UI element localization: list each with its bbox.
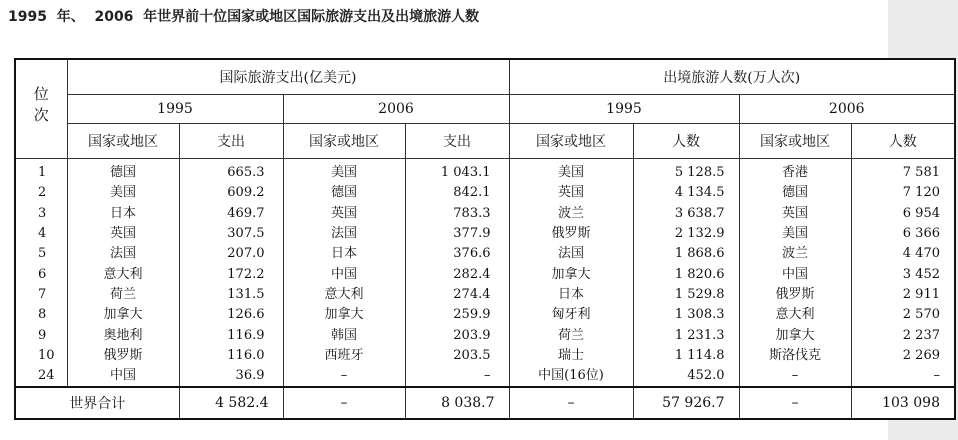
spend-2006-value: 783.3	[405, 204, 509, 224]
tourists-1995-country: 俄罗斯	[509, 224, 633, 244]
tourists-1995-country: 匈牙利	[509, 305, 633, 325]
spend-1995-country: 加拿大	[67, 305, 179, 325]
total-tourists-1995: 57 926.7	[633, 387, 739, 419]
tourists-1995-value: 1 820.6	[633, 264, 739, 284]
tourists-2006-value: 2 911	[851, 285, 955, 305]
spend-2006-country: 韩国	[283, 325, 405, 345]
tourists-2006-country: 加拿大	[739, 325, 851, 345]
table-row	[15, 204, 955, 224]
spend-2006-country: 加拿大	[283, 305, 405, 325]
spend-2006-country: –	[283, 366, 405, 387]
spend-2006-value: 842.1	[405, 183, 509, 203]
rank-cell: 7	[15, 285, 67, 305]
tourists-1995-country: 波兰	[509, 204, 633, 224]
spend-2006-country: 中国	[283, 264, 405, 284]
tourists-2006-country: 斯洛伐克	[739, 346, 851, 366]
spend-2006-value: –	[405, 366, 509, 387]
tourists-1995-value: 452.0	[633, 366, 739, 387]
spend-1995-value: 172.2	[179, 264, 283, 284]
tourists-2006-value: 2 269	[851, 346, 955, 366]
tourists-2006-value: 3 452	[851, 264, 955, 284]
page-title: 1995 年、 2006 年世界前十位国家或地区国际旅游支出及出境旅游人数	[8, 9, 480, 25]
spend-1995-country: 意大利	[67, 264, 179, 284]
spend-2006-value: 274.4	[405, 285, 509, 305]
table-row	[15, 366, 955, 387]
tourists-1995-value: 3 638.7	[633, 204, 739, 224]
spend-1995-value: 36.9	[179, 366, 283, 387]
tourists-2006-value: 7 581	[851, 159, 955, 184]
spend-2006-value: 1 043.1	[405, 159, 509, 184]
tourists-1995-value: 1 868.6	[633, 244, 739, 264]
tourists-2006-country: 中国	[739, 264, 851, 284]
spending-2006-header: 2006	[283, 95, 509, 124]
total-country-2006b: –	[739, 387, 851, 419]
table-body	[15, 159, 955, 388]
tourists-2006-country: –	[739, 366, 851, 387]
spend-1995-value: 131.5	[179, 285, 283, 305]
table-row	[15, 264, 955, 284]
tourists-2006-country: 英国	[739, 204, 851, 224]
tourists-1995-value: 2 132.9	[633, 224, 739, 244]
col-header-people: 人数	[851, 124, 955, 159]
tourists-2006-value: 6 366	[851, 224, 955, 244]
spend-2006-value: 259.9	[405, 305, 509, 325]
spend-1995-country: 德国	[67, 159, 179, 184]
tourists-2006-value: 7 120	[851, 183, 955, 203]
tourists-header: 出境旅游人数(万人次)	[509, 59, 955, 95]
tourists-2006-country: 香港	[739, 159, 851, 184]
tourists-2006-country: 美国	[739, 224, 851, 244]
spend-1995-country: 荷兰	[67, 285, 179, 305]
tourists-2006-country: 意大利	[739, 305, 851, 325]
table-row	[15, 183, 955, 203]
spending-header: 国际旅游支出(亿美元)	[67, 59, 509, 95]
spending-1995-header: 1995	[67, 95, 283, 124]
rank-cell: 10	[15, 346, 67, 366]
tourists-2006-header: 2006	[739, 95, 955, 124]
rank-cell: 3	[15, 204, 67, 224]
tourists-2006-value: –	[851, 366, 955, 387]
spend-1995-country: 法国	[67, 244, 179, 264]
tourists-1995-country: 中国(16位)	[509, 366, 633, 387]
rank-cell: 2	[15, 183, 67, 203]
tourists-2006-country: 俄罗斯	[739, 285, 851, 305]
tourists-1995-country: 日本	[509, 285, 633, 305]
table-row	[15, 325, 955, 345]
spend-1995-value: 116.0	[179, 346, 283, 366]
tourists-1995-header: 1995	[509, 95, 739, 124]
table-row	[15, 346, 955, 366]
spend-1995-country: 中国	[67, 366, 179, 387]
total-row	[15, 387, 955, 419]
table-row	[15, 224, 955, 244]
spend-1995-country: 美国	[67, 183, 179, 203]
spend-2006-value: 203.9	[405, 325, 509, 345]
rank-cell: 6	[15, 264, 67, 284]
tourists-1995-country: 瑞士	[509, 346, 633, 366]
spend-1995-value: 207.0	[179, 244, 283, 264]
tourists-2006-value: 2 570	[851, 305, 955, 325]
spend-2006-country: 日本	[283, 244, 405, 264]
spend-1995-country: 日本	[67, 204, 179, 224]
spend-1995-country: 俄罗斯	[67, 346, 179, 366]
spend-2006-value: 203.5	[405, 346, 509, 366]
spend-2006-value: 282.4	[405, 264, 509, 284]
spend-1995-value: 609.2	[179, 183, 283, 203]
spend-1995-value: 665.3	[179, 159, 283, 184]
spend-2006-country: 法国	[283, 224, 405, 244]
tourists-2006-value: 4 470	[851, 244, 955, 264]
spend-1995-country: 奥地利	[67, 325, 179, 345]
spend-2006-value: 377.9	[405, 224, 509, 244]
col-header-country: 国家或地区	[67, 124, 179, 159]
rank-cell: 24	[15, 366, 67, 387]
total-spend-2006: 8 038.7	[405, 387, 509, 419]
total-country-1995: –	[509, 387, 633, 419]
tourists-1995-value: 1 114.8	[633, 346, 739, 366]
col-header-spend: 支出	[405, 124, 509, 159]
tourists-1995-country: 荷兰	[509, 325, 633, 345]
total-spend-1995: 4 582.4	[179, 387, 283, 419]
spend-2006-country: 德国	[283, 183, 405, 203]
rank-cell: 1	[15, 159, 67, 184]
tourists-1995-value: 1 231.3	[633, 325, 739, 345]
rank-cell: 4	[15, 224, 67, 244]
table-container	[14, 58, 956, 420]
table-row	[15, 244, 955, 264]
spend-1995-value: 307.5	[179, 224, 283, 244]
spend-2006-country: 英国	[283, 204, 405, 224]
spend-1995-value: 116.9	[179, 325, 283, 345]
rank-cell: 5	[15, 244, 67, 264]
spend-2006-country: 西班牙	[283, 346, 405, 366]
total-tourists-2006: 103 098	[851, 387, 955, 419]
tourists-1995-value: 1 529.8	[633, 285, 739, 305]
tourists-1995-value: 1 308.3	[633, 305, 739, 325]
spend-2006-country: 美国	[283, 159, 405, 184]
col-header-country: 国家或地区	[283, 124, 405, 159]
col-header-people: 人数	[633, 124, 739, 159]
tourists-2006-country: 波兰	[739, 244, 851, 264]
rank-cell: 8	[15, 305, 67, 325]
table-row	[15, 159, 955, 184]
col-header-country: 国家或地区	[739, 124, 851, 159]
col-header-spend: 支出	[179, 124, 283, 159]
tourists-2006-country: 德国	[739, 183, 851, 203]
spend-2006-country: 意大利	[283, 285, 405, 305]
tourism-table	[14, 58, 956, 420]
spend-1995-value: 469.7	[179, 204, 283, 224]
tourists-1995-country: 法国	[509, 244, 633, 264]
spend-1995-country: 英国	[67, 224, 179, 244]
tourists-2006-value: 2 237	[851, 325, 955, 345]
spend-2006-value: 376.6	[405, 244, 509, 264]
tourists-1995-country: 加拿大	[509, 264, 633, 284]
rank-header: 位次	[15, 59, 67, 159]
total-label: 世界合计	[15, 387, 179, 419]
tourists-2006-value: 6 954	[851, 204, 955, 224]
tourists-1995-country: 美国	[509, 159, 633, 184]
rank-cell: 9	[15, 325, 67, 345]
spend-1995-value: 126.6	[179, 305, 283, 325]
table-row	[15, 305, 955, 325]
tourists-1995-value: 4 134.5	[633, 183, 739, 203]
table-row	[15, 285, 955, 305]
tourists-1995-value: 5 128.5	[633, 159, 739, 184]
total-country-2006: –	[283, 387, 405, 419]
col-header-country: 国家或地区	[509, 124, 633, 159]
tourists-1995-country: 英国	[509, 183, 633, 203]
